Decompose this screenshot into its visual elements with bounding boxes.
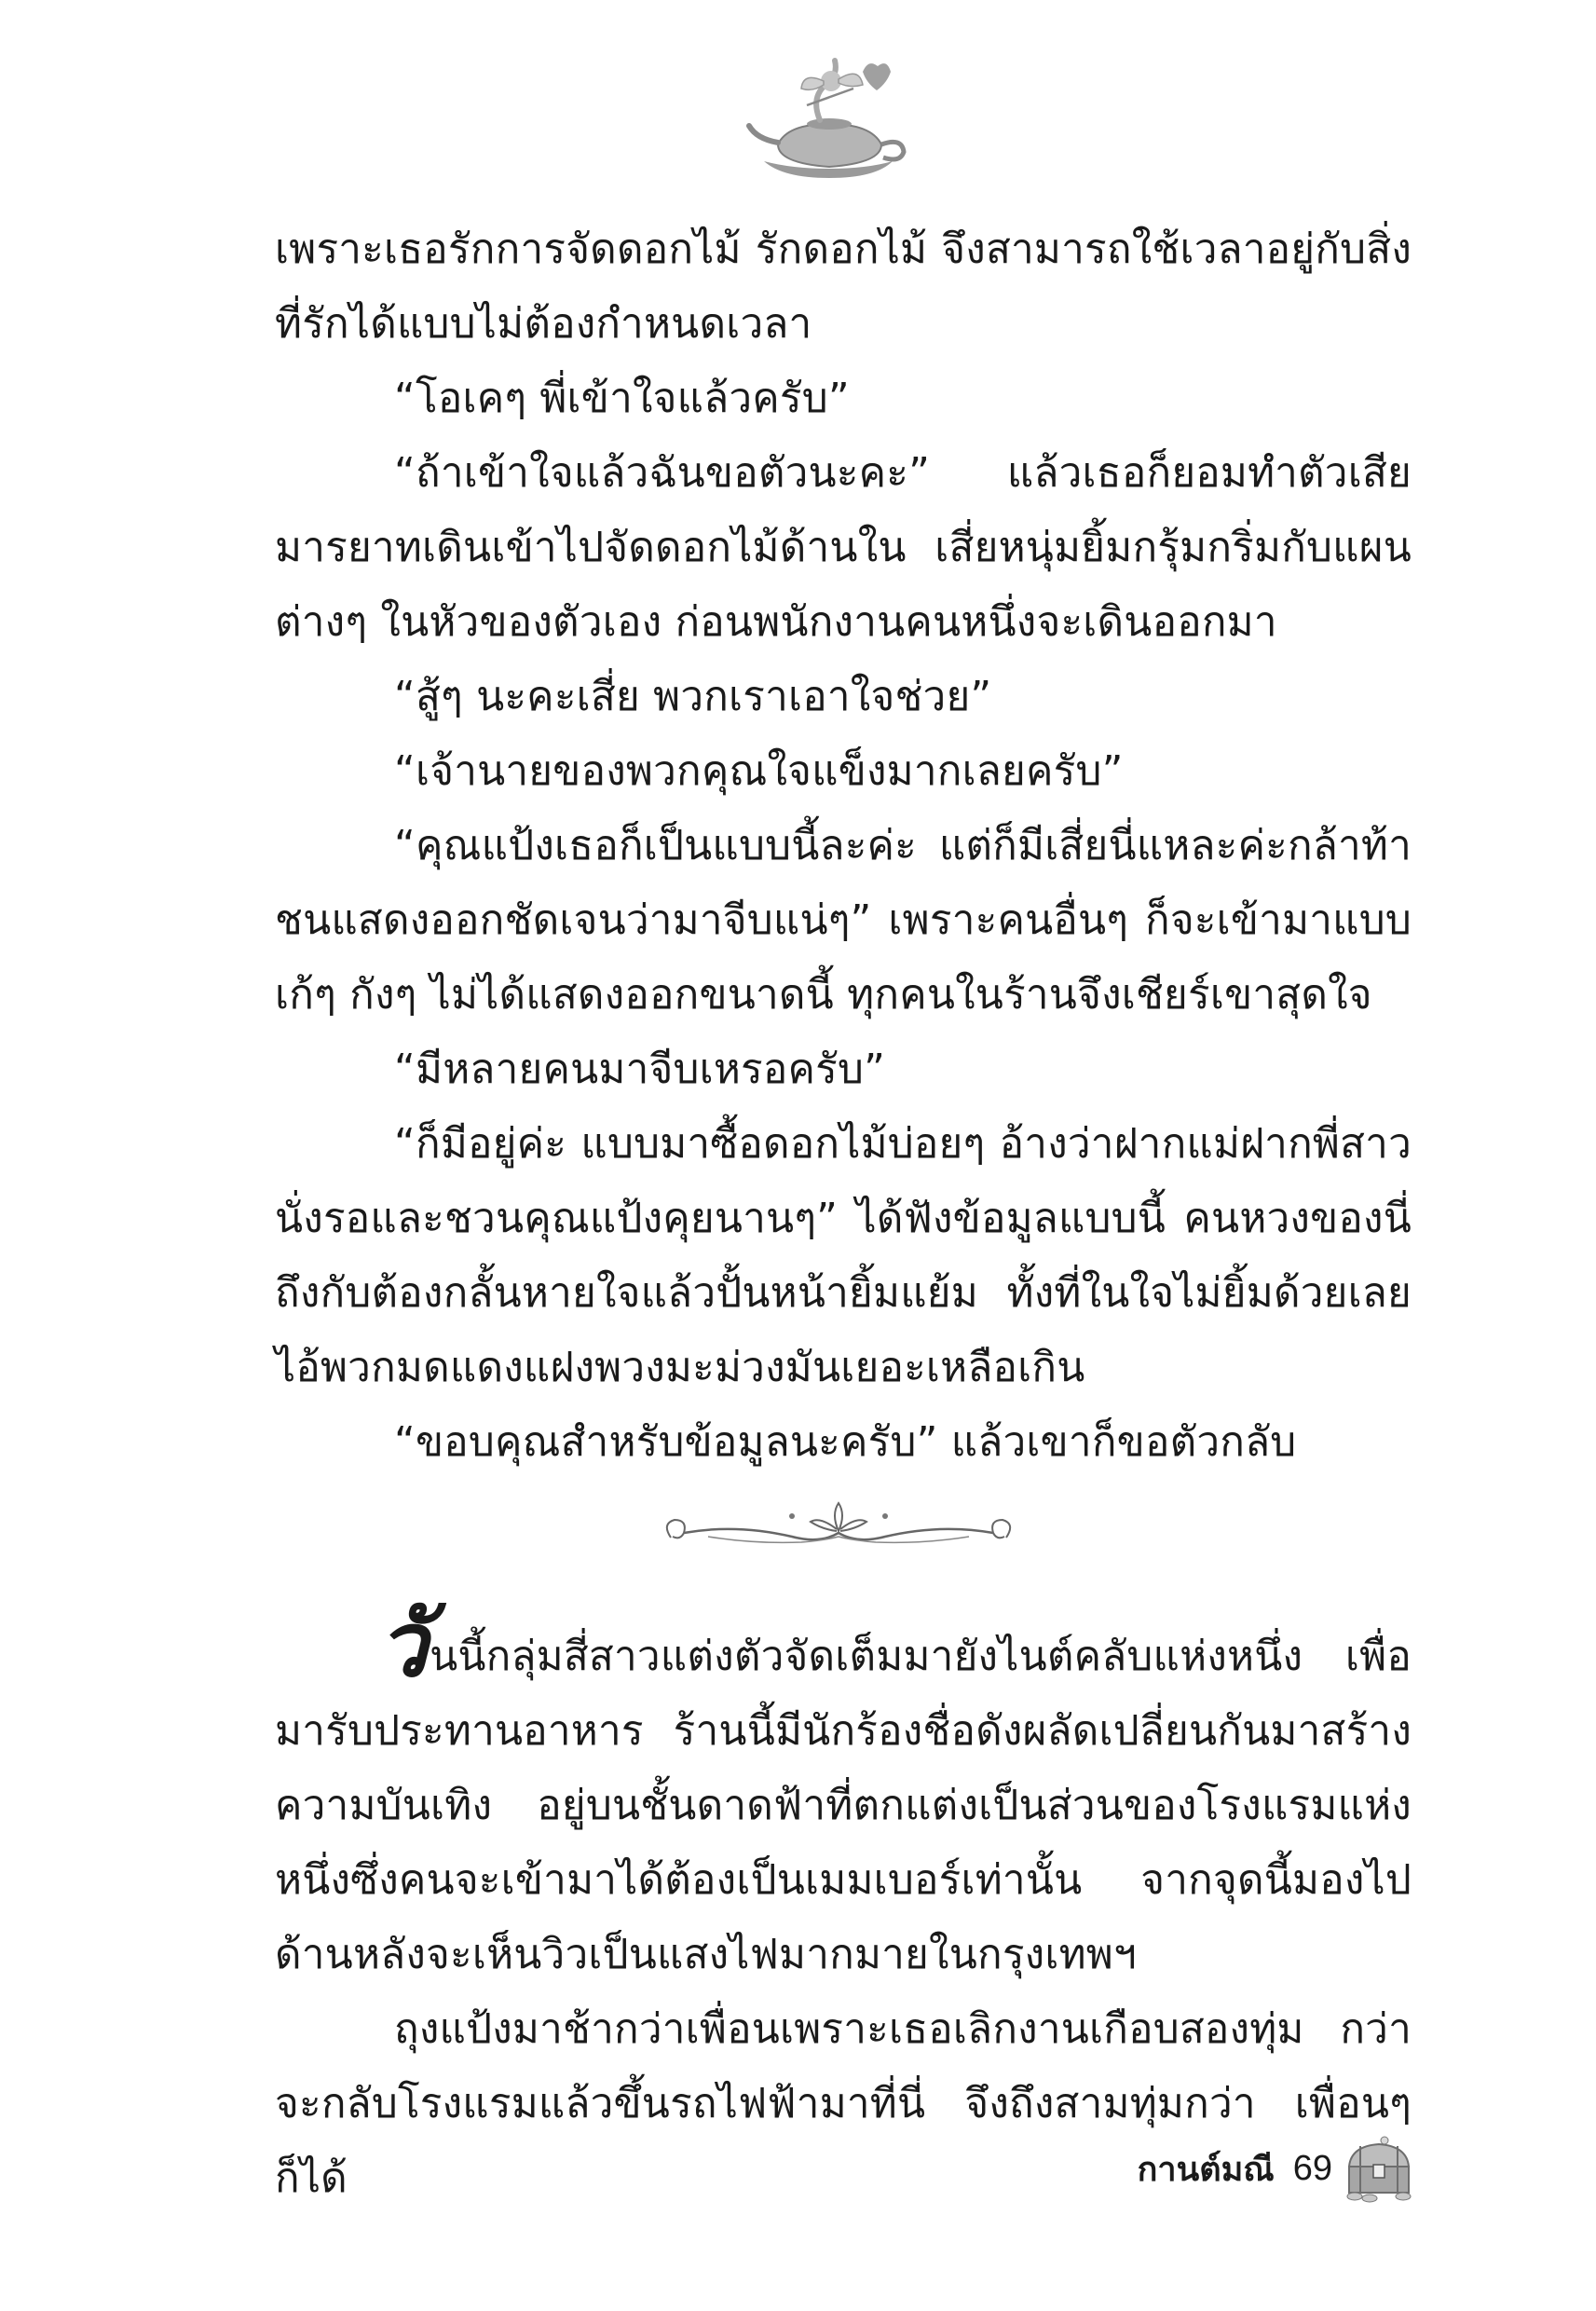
section-2-text: [275, 1592, 1412, 2216]
drop-cap: วั: [377, 1592, 429, 1697]
page-footer: [1053, 2136, 1332, 2201]
paragraph: เพราะเธอรักการจัดดอกไม้ รักดอกไม้ จึงสามารถใช้เวลาอยู่กับสิ่งที่รักได้แบบไม่ต้องกำหนดเวลา: [275, 226, 1412, 348]
paragraph: “โอเคๆ พี่เข้าใจแล้วครับ”: [394, 375, 850, 422]
paragraph: “ก็มีอยู่ค่ะ แบบมาซื้อดอกไม้บ่อยๆ อ้างว่าฝากแม่ฝากพี่สาวนั่งรอและชวนคุณแป้งคุยนานๆ” ได้ฟังข้อมูลแบบนี้ คนหวงของนี่ถึงกับต้องกลั้นหายใจแล้วปั้นหน้ายิ้มแย้ม ทั้งที่ในใจไม่ยิ้มด้วยเลยไอ้พวกมดแดงแฝงพวงมะม่วงมันเยอะเหลือเกิน: [275, 1120, 1412, 1391]
paragraph: “ขอบคุณสำหรับข้อมูลนะครับ” แล้วเขาก็ขอตัวกลับ: [394, 1418, 1297, 1466]
paragraph: “มีหลายคนมาจีบเหรอครับ”: [394, 1046, 886, 1093]
paragraph: “เจ้านายของพวกคุณใจแข็งมากเลยครับ”: [394, 747, 1124, 795]
flourish-divider-icon: [652, 1496, 1025, 1561]
paragraph: “สู้ๆ นะคะเสี่ย พวกเราเอาใจช่วย”: [394, 673, 992, 720]
section-1-text: [275, 212, 1412, 1480]
paragraph: ถุงแป้งมาช้ากว่าเพื่อนเพราะเธอเลิกงานเกือบสองทุ่ม กว่าจะกลับโรงแรมแล้วขึ้นรถไฟฟ้ามาที่นี่ จึงถึงสามทุ่มกว่า เพื่อนๆ ก็ได้: [275, 2005, 1412, 2202]
paragraph: “ถ้าเข้าใจแล้วฉันขอตัวนะคะ” แล้วเธอก็ยอมทำตัวเสียมารยาทเดินเข้าไปจัดดอกไม้ด้านใน เสี่ยหนุ่มยิ้มกรุ้มกริ่มกับแผนต่างๆ ในหัวของตัวเอง ก่อนพนักงานคนหนึ่งจะเดินออกมา: [275, 449, 1412, 646]
paragraph: “คุณแป้งเธอก็เป็นแบบนี้ละค่ะ แต่ก็มีเสี่ยนี่แหละค่ะกล้าท้าชนแสดงออกชัดเจนว่ามาจีบแน่ๆ” เพราะคนอื่นๆ ก็จะเข้ามาแบบเก้ๆ กังๆ ไม่ได้แสดงออกขนาดนี้ ทุกคนในร้านจึงเชียร์เขาสุดใจ: [275, 822, 1412, 1019]
page-number: 69: [1292, 2148, 1332, 2188]
opening-paragraph: [275, 1592, 1412, 1992]
author-name: กานต์มณี: [1137, 2150, 1275, 2189]
treasure-chest-icon: [1342, 2129, 1416, 2204]
paragraph-text: นนี้กลุ่มสี่สาวแต่งตัวจัดเต็มมายังไนต์คลับแห่งหนึ่ง เพื่อมารับประทานอาหาร ร้านนี้มีนักร้องชื่อดังผลัดเปลี่ยนกันมาสร้างความบันเทิง อยู่บนชั้นดาดฟ้าที่ตกแต่งเป็นส่วนของโรงแรมแห่งหนึ่งซึ่งคนจะเข้ามาได้ต้องเป็นเมมเบอร์เท่านั้น จากจุดนี้มองไปด้านหลังจะเห็นวิวเป็นแสงไฟมากมายในกรุงเทพฯ: [275, 1633, 1412, 1978]
genie-lamp-cupid-icon: [745, 51, 913, 191]
